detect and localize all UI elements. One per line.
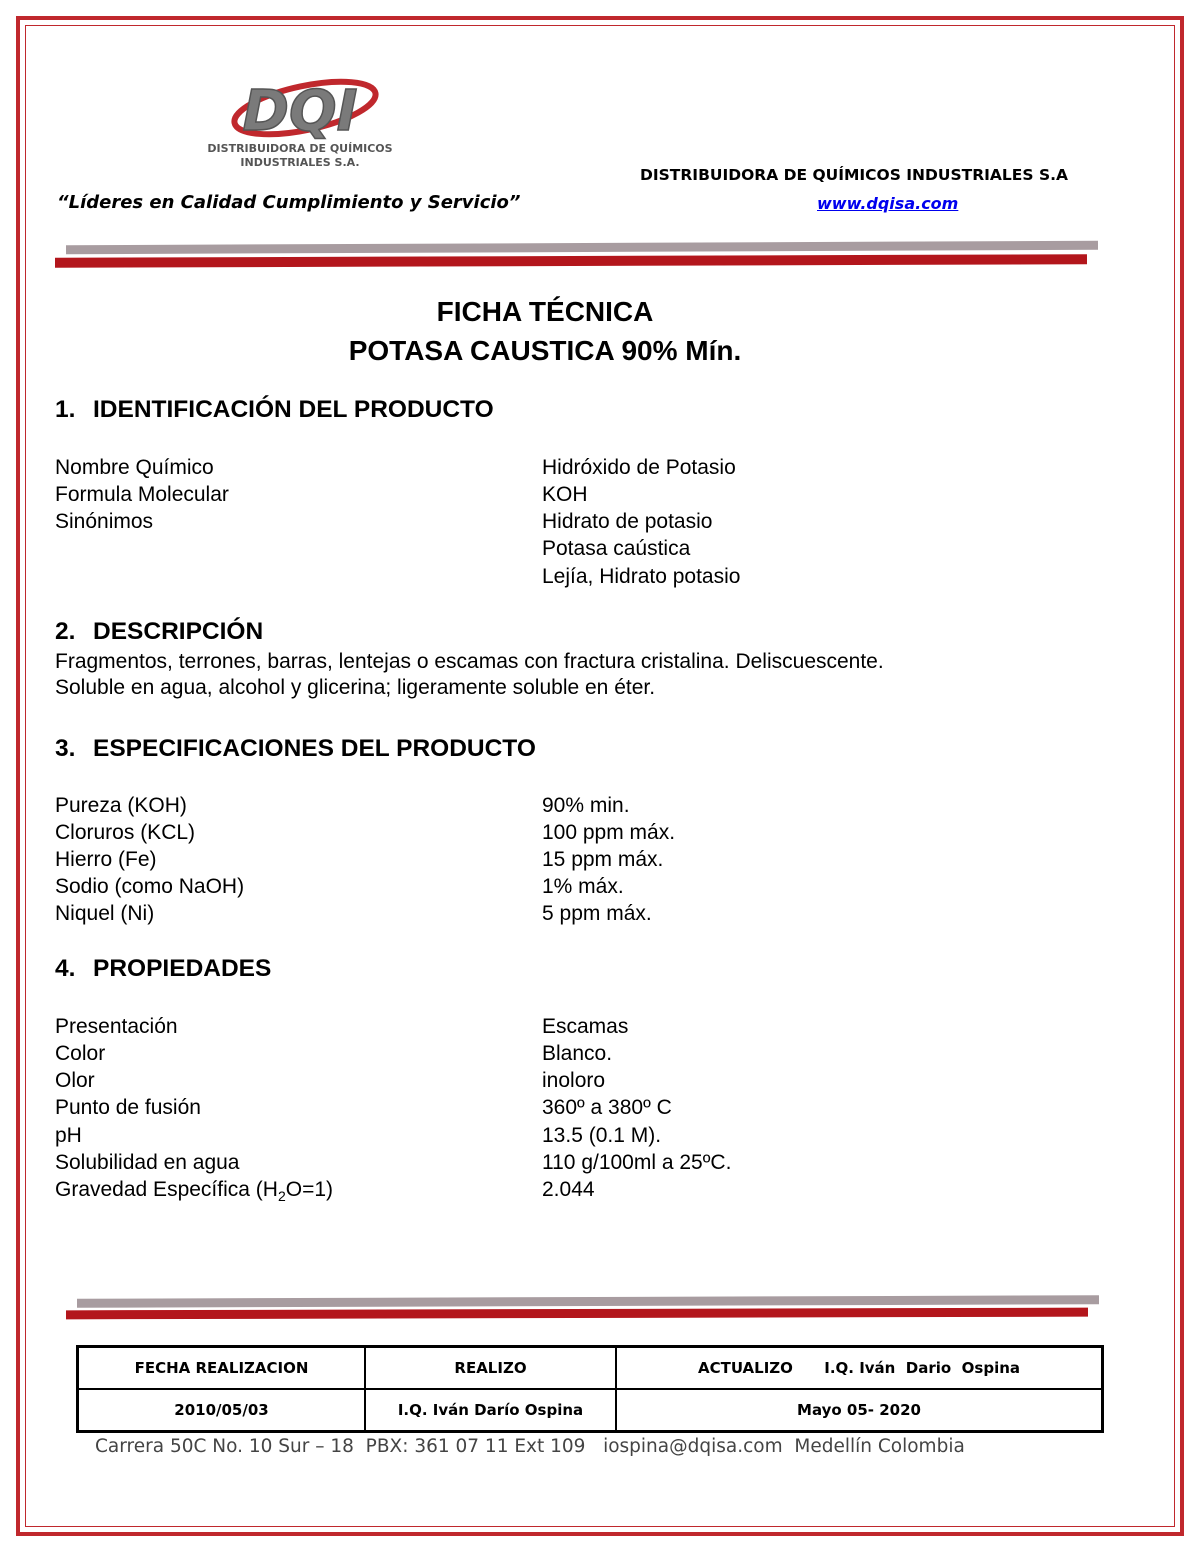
row-value: 360º a 380º C xyxy=(542,1096,672,1119)
section-number: 4. xyxy=(55,955,76,982)
row-label: Cloruros (KCL) xyxy=(55,821,196,844)
gravity-label-post: O=1) xyxy=(285,1178,334,1201)
logo-graphic xyxy=(205,72,395,142)
row-label: Niquel (Ni) xyxy=(55,902,155,925)
row-value: 13.5 (0.1 M). xyxy=(542,1124,662,1147)
section-number: 2. xyxy=(55,618,76,645)
row-value: Lejía, Hidrato potasio xyxy=(542,565,741,588)
table-cell: I.Q. Iván Darío Ospina xyxy=(365,1389,616,1432)
gravity-label-sub: 2 xyxy=(277,1188,286,1205)
website-link[interactable]: www.dqisa.com xyxy=(817,194,959,213)
company-name: DISTRIBUIDORA DE QUÍMICOS INDUSTRIALES S.A xyxy=(640,166,1068,184)
section-title: DESCRIPCIÓN xyxy=(93,618,264,645)
doc-title: FICHA TÉCNICA xyxy=(436,296,654,327)
section-3-heading xyxy=(55,735,536,763)
row-value: Hidrato de potasio xyxy=(542,510,713,533)
table-row xyxy=(78,1347,1103,1390)
description-line-2: Soluble en agua, alcohol y glicerina; ligeramente soluble en éter. xyxy=(55,676,656,699)
row-label: Color xyxy=(55,1042,106,1065)
table-header-cell: ACTUALIZO I.Q. Iván Dario Ospina xyxy=(616,1347,1103,1390)
table-header-cell: FECHA REALIZACION xyxy=(78,1347,366,1390)
section-number: 3. xyxy=(55,735,76,762)
row-value: 2.044 xyxy=(542,1178,595,1201)
row-label: Formula Molecular xyxy=(55,483,229,506)
row-label: Solubilidad en agua xyxy=(55,1151,240,1174)
section-4-heading xyxy=(55,955,271,983)
row-label: Punto de fusión xyxy=(55,1096,201,1119)
row-label-gravity xyxy=(55,1178,333,1204)
row-value: 110 g/100ml a 25ºC. xyxy=(542,1151,732,1174)
row-value: Potasa caústica xyxy=(542,537,691,560)
row-value: 5 ppm máx. xyxy=(542,902,652,925)
logo-subtitle-2: INDUSTRIALES S.A. xyxy=(240,156,360,169)
row-value: inoloro xyxy=(542,1069,606,1092)
company-logo xyxy=(205,72,395,172)
row-label: pH xyxy=(55,1124,82,1147)
row-label: Nombre Químico xyxy=(55,456,214,479)
row-value: 1% máx. xyxy=(542,875,624,898)
row-value: Escamas xyxy=(542,1015,629,1038)
doc-subtitle: POTASA CAUSTICA 90% Mín. xyxy=(348,335,742,366)
table-header-cell: REALIZO xyxy=(365,1347,616,1390)
row-label: Olor xyxy=(55,1069,95,1092)
section-title: PROPIEDADES xyxy=(93,955,272,982)
row-value: 15 ppm máx. xyxy=(542,848,664,871)
row-label: Hierro (Fe) xyxy=(55,848,157,871)
section-title: ESPECIFICACIONES DEL PRODUCTO xyxy=(93,735,536,762)
logo-letters: DQI xyxy=(242,79,358,142)
row-label: Sinónimos xyxy=(55,510,154,533)
row-label: Pureza (KOH) xyxy=(55,794,187,817)
row-value: Hidróxido de Potasio xyxy=(542,456,736,479)
row-value: Blanco. xyxy=(542,1042,613,1065)
revision-table xyxy=(76,1345,1104,1433)
logo-subtitle-1: DISTRIBUIDORA DE QUÍMICOS xyxy=(207,142,393,155)
row-value: KOH xyxy=(542,483,588,506)
table-cell: Mayo 05- 2020 xyxy=(616,1389,1103,1432)
section-1-heading xyxy=(55,396,494,424)
table-row xyxy=(78,1389,1103,1432)
section-2-heading xyxy=(55,618,263,646)
row-label: Presentación xyxy=(55,1015,178,1038)
contact-address: Carrera 50C No. 10 Sur – 18 PBX: 361 07 11 Ext 109 iospina@dqisa.com Medellín Colombia xyxy=(95,1436,965,1457)
table-cell: 2010/05/03 xyxy=(78,1389,366,1432)
slogan: “Líderes en Calidad Cumplimiento y Servicio” xyxy=(57,192,521,213)
description-text: Fragmentos, terrones, barras, lentejas o escamas con fractura cristalina. Deliscuescente. xyxy=(55,650,884,673)
row-value: 100 ppm máx. xyxy=(542,821,676,844)
row-label: Sodio (como NaOH) xyxy=(55,875,245,898)
gravity-label-pre: Gravedad Específica (H xyxy=(55,1178,278,1201)
section-title: IDENTIFICACIÓN DEL PRODUCTO xyxy=(93,396,494,423)
row-value: 90% min. xyxy=(542,794,630,817)
description-line-1 xyxy=(55,648,1032,675)
section-number: 1. xyxy=(55,396,76,423)
